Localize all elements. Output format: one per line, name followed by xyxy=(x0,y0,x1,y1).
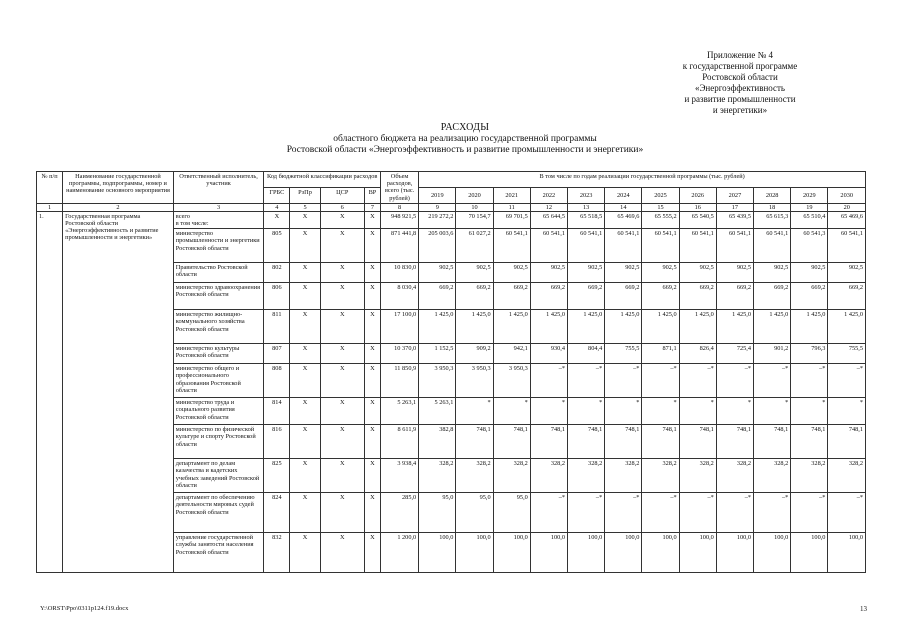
year-value-cell: 1 425,0 xyxy=(530,310,567,344)
year-value-cell: –* xyxy=(568,364,605,398)
csr-cell: X xyxy=(320,211,364,228)
year-value-cell: 902,5 xyxy=(419,263,456,283)
csr-cell: X xyxy=(320,364,364,398)
year-value-cell: 100,0 xyxy=(605,533,642,573)
year-value-cell: 748,1 xyxy=(791,425,828,459)
vr-cell: X xyxy=(364,459,380,493)
year-value-cell: 100,0 xyxy=(716,533,753,573)
year-value-cell: * xyxy=(754,398,791,425)
year-value-cell: 909,2 xyxy=(456,344,493,364)
grbs-cell: 811 xyxy=(264,310,290,344)
heading-line-1: областного бюджета на реализацию государственной программы xyxy=(333,133,597,144)
year-value-cell: –* xyxy=(530,493,567,533)
year-value-cell: –* xyxy=(679,364,716,398)
header-rzpr: РзПр xyxy=(290,187,320,203)
vr-cell: X xyxy=(364,533,380,573)
header-year: 2026 xyxy=(679,187,716,203)
year-value-cell: 1 425,0 xyxy=(568,310,605,344)
vr-cell: X xyxy=(364,493,380,533)
header-num: № п/п xyxy=(37,172,63,204)
year-value-cell: –* xyxy=(828,493,866,533)
column-number: 17 xyxy=(716,203,753,211)
year-value-cell: 3 950,3 xyxy=(493,364,530,398)
header-volume: Объем расходов, всего (тыс. рублей) xyxy=(380,172,418,204)
document-heading xyxy=(200,122,730,157)
appendix-line: Ростовской области xyxy=(702,72,778,82)
grbs-cell: 824 xyxy=(264,493,290,533)
total-cell: 948 921,5 xyxy=(380,211,418,228)
year-value-cell: 328,2 xyxy=(456,459,493,493)
year-value-cell: 60 541,1 xyxy=(754,229,791,263)
column-number: 4 xyxy=(264,203,290,211)
rzpr-cell: X xyxy=(290,364,320,398)
year-value-cell: 901,2 xyxy=(754,344,791,364)
grbs-cell: 832 xyxy=(264,533,290,573)
year-value-cell: 100,0 xyxy=(754,533,791,573)
year-value-cell: 748,1 xyxy=(568,425,605,459)
year-value-cell: 902,5 xyxy=(568,263,605,283)
year-value-cell: 205 003,6 xyxy=(419,229,456,263)
year-value-cell: 65 469,6 xyxy=(605,211,642,228)
year-value-cell: 669,2 xyxy=(642,283,679,310)
year-value-cell: –* xyxy=(716,364,753,398)
year-value-cell: 669,2 xyxy=(605,283,642,310)
year-value-cell: 60 541,1 xyxy=(530,229,567,263)
total-cell: 3 938,4 xyxy=(380,459,418,493)
grbs-cell: 807 xyxy=(264,344,290,364)
vr-cell: X xyxy=(364,263,380,283)
year-value-cell: 328,2 xyxy=(679,459,716,493)
year-value-cell: 669,2 xyxy=(419,283,456,310)
column-number: 1 xyxy=(37,203,63,211)
grbs-cell: 825 xyxy=(264,459,290,493)
year-value-cell: –* xyxy=(754,493,791,533)
year-value-cell: 65 439,5 xyxy=(716,211,753,228)
year-value-cell: 60 541,1 xyxy=(679,229,716,263)
year-value-cell: 3 950,3 xyxy=(419,364,456,398)
year-value-cell: 748,1 xyxy=(605,425,642,459)
total-cell: 285,0 xyxy=(380,493,418,533)
year-value-cell: 60 541,1 xyxy=(605,229,642,263)
year-value-cell: 902,5 xyxy=(679,263,716,283)
year-value-cell: 328,2 xyxy=(791,459,828,493)
year-value-cell: 100,0 xyxy=(530,533,567,573)
executor-cell: министерство здравоохранения Ростовской области xyxy=(173,283,264,310)
appendix-line: и развитие промышленности xyxy=(684,94,796,104)
header-year: 2023 xyxy=(568,187,605,203)
year-value-cell: 755,5 xyxy=(828,344,866,364)
appendix-line: Приложение № 4 xyxy=(707,50,773,60)
vr-cell: X xyxy=(364,425,380,459)
footer-file-path: Y:\ORST\Ppo\0311p124.f19.docx xyxy=(40,605,129,612)
header-executor: Ответственный исполнитель, участник xyxy=(173,172,264,204)
column-number: 6 xyxy=(320,203,364,211)
heading-line-2: Ростовской области «Энергоэффективность и развитие промышленности и энергетики» xyxy=(286,145,644,155)
year-value-cell: 100,0 xyxy=(642,533,679,573)
year-value-cell: –* xyxy=(568,493,605,533)
grbs-cell: 814 xyxy=(264,398,290,425)
total-cell: 871 441,8 xyxy=(380,229,418,263)
total-cell: 17 100,0 xyxy=(380,310,418,344)
year-value-cell: 100,0 xyxy=(679,533,716,573)
year-value-cell: 669,2 xyxy=(568,283,605,310)
year-value-cell: –* xyxy=(679,493,716,533)
year-value-cell: –* xyxy=(605,364,642,398)
column-number-row xyxy=(37,203,866,211)
year-value-cell: 942,1 xyxy=(493,344,530,364)
year-value-cell: * xyxy=(716,398,753,425)
csr-cell: X xyxy=(320,229,364,263)
header-budget-code: Код бюджетной классификации расходов xyxy=(264,172,381,188)
vr-cell: X xyxy=(364,364,380,398)
year-value-cell: 60 541,1 xyxy=(716,229,753,263)
year-value-cell: –* xyxy=(791,364,828,398)
executor-cell: министерство жилищно-коммунального хозяйства Ростовской области xyxy=(173,310,264,344)
column-number: 15 xyxy=(642,203,679,211)
executor-cell: министерство труда и социального развития Ростовской области xyxy=(173,398,264,425)
column-number: 2 xyxy=(63,203,174,211)
vr-cell: X xyxy=(364,283,380,310)
year-value-cell: 669,2 xyxy=(754,283,791,310)
program-number: 1. xyxy=(37,211,63,572)
year-value-cell: 60 541,1 xyxy=(493,229,530,263)
year-value-cell: 60 541,1 xyxy=(642,229,679,263)
header-vr: ВР xyxy=(364,187,380,203)
year-value-cell: 1 425,0 xyxy=(493,310,530,344)
column-number: 12 xyxy=(530,203,567,211)
year-value-cell: 871,1 xyxy=(642,344,679,364)
executor-cell: управление государственной службы занятости населения Ростовской области xyxy=(173,533,264,573)
header-year: 2027 xyxy=(716,187,753,203)
year-value-cell: 328,2 xyxy=(419,459,456,493)
grbs-cell: 802 xyxy=(264,263,290,283)
total-cell: 10 830,0 xyxy=(380,263,418,283)
year-value-cell: 3 950,3 xyxy=(456,364,493,398)
year-value-cell: 748,1 xyxy=(754,425,791,459)
year-value-cell: 100,0 xyxy=(456,533,493,573)
rzpr-cell: X xyxy=(290,533,320,573)
executor-cell: всего в том числе: xyxy=(173,211,264,228)
year-value-cell: 725,4 xyxy=(716,344,753,364)
column-number: 14 xyxy=(605,203,642,211)
appendix-line: «Энергоэффективность xyxy=(694,83,786,93)
grbs-cell: 808 xyxy=(264,364,290,398)
rzpr-cell: X xyxy=(290,283,320,310)
year-value-cell: 65 518,5 xyxy=(568,211,605,228)
year-value-cell: 61 027,2 xyxy=(456,229,493,263)
header-grbs: ГРБС xyxy=(264,187,290,203)
total-cell: 8 030,4 xyxy=(380,283,418,310)
page-number: 13 xyxy=(860,605,867,613)
year-value-cell: 902,5 xyxy=(754,263,791,283)
year-value-cell: 65 615,3 xyxy=(754,211,791,228)
year-value-cell: 65 510,4 xyxy=(791,211,828,228)
header-year: 2024 xyxy=(605,187,642,203)
total-cell: 8 611,9 xyxy=(380,425,418,459)
executor-cell: департамент по делам казачества и кадетских учебных заведений Ростовской области xyxy=(173,459,264,493)
year-value-cell: 1 425,0 xyxy=(456,310,493,344)
year-value-cell: 804,4 xyxy=(568,344,605,364)
year-value-cell: 826,4 xyxy=(679,344,716,364)
year-value-cell: 95,0 xyxy=(456,493,493,533)
year-value-cell: 902,5 xyxy=(456,263,493,283)
rzpr-cell: X xyxy=(290,310,320,344)
rzpr-cell: X xyxy=(290,344,320,364)
header-year: 2021 xyxy=(493,187,530,203)
year-value-cell: 748,1 xyxy=(493,425,530,459)
year-value-cell: 65 644,5 xyxy=(530,211,567,228)
year-value-cell: 748,1 xyxy=(530,425,567,459)
year-value-cell: 902,5 xyxy=(530,263,567,283)
column-number: 9 xyxy=(419,203,456,211)
grbs-cell: 816 xyxy=(264,425,290,459)
year-value-cell: –* xyxy=(716,493,753,533)
year-value-cell: 65 555,2 xyxy=(642,211,679,228)
total-cell: 10 370,0 xyxy=(380,344,418,364)
year-value-cell: 1 425,0 xyxy=(605,310,642,344)
year-value-cell: 1 152,5 xyxy=(419,344,456,364)
year-value-cell: 669,2 xyxy=(791,283,828,310)
header-year: 2030 xyxy=(828,187,866,203)
year-value-cell: 328,2 xyxy=(568,459,605,493)
year-value-cell: 60 541,1 xyxy=(568,229,605,263)
year-value-cell: 65 540,5 xyxy=(679,211,716,228)
year-value-cell: 1 425,0 xyxy=(791,310,828,344)
column-number: 8 xyxy=(380,203,418,211)
year-value-cell: 100,0 xyxy=(828,533,866,573)
rzpr-cell: X xyxy=(290,211,320,228)
column-number: 20 xyxy=(828,203,866,211)
executor-cell: министерство промышленности и энергетики Ростовской области xyxy=(173,229,264,263)
column-number: 16 xyxy=(679,203,716,211)
vr-cell: X xyxy=(364,229,380,263)
year-value-cell: 748,1 xyxy=(679,425,716,459)
year-value-cell: 902,5 xyxy=(828,263,866,283)
year-value-cell: 669,2 xyxy=(828,283,866,310)
column-number: 3 xyxy=(173,203,264,211)
grbs-cell: 806 xyxy=(264,283,290,310)
vr-cell: X xyxy=(364,344,380,364)
year-value-cell: 328,2 xyxy=(642,459,679,493)
year-value-cell: –* xyxy=(605,493,642,533)
column-number: 5 xyxy=(290,203,320,211)
year-value-cell: 902,5 xyxy=(605,263,642,283)
year-value-cell: 669,2 xyxy=(493,283,530,310)
table-row xyxy=(37,211,866,228)
year-value-cell: 669,2 xyxy=(456,283,493,310)
csr-cell: X xyxy=(320,493,364,533)
executor-cell: Правительство Ростовской области xyxy=(173,263,264,283)
column-number: 19 xyxy=(791,203,828,211)
total-cell: 1 200,0 xyxy=(380,533,418,573)
column-number: 10 xyxy=(456,203,493,211)
year-value-cell: –* xyxy=(791,493,828,533)
total-cell: 5 263,1 xyxy=(380,398,418,425)
year-value-cell: 382,8 xyxy=(419,425,456,459)
header-csr: ЦСР xyxy=(320,187,364,203)
year-value-cell: 328,2 xyxy=(828,459,866,493)
vr-cell: X xyxy=(364,398,380,425)
year-value-cell: –* xyxy=(530,364,567,398)
header-by-years: В том числе по годам реализации государственной программы (тыс. рублей) xyxy=(419,172,866,188)
year-value-cell: 95,0 xyxy=(493,493,530,533)
header-year: 2028 xyxy=(754,187,791,203)
year-value-cell: 100,0 xyxy=(568,533,605,573)
header-name: Наименование государственной программы, подпрограммы, номер и наименование основного мероприятия xyxy=(63,172,174,204)
header-year: 2029 xyxy=(791,187,828,203)
year-value-cell: –* xyxy=(642,493,679,533)
year-value-cell: 902,5 xyxy=(791,263,828,283)
year-value-cell: * xyxy=(456,398,493,425)
header-year: 2025 xyxy=(642,187,679,203)
column-number: 7 xyxy=(364,203,380,211)
year-value-cell: 902,5 xyxy=(642,263,679,283)
year-value-cell: 930,4 xyxy=(530,344,567,364)
year-value-cell: 69 701,5 xyxy=(493,211,530,228)
year-value-cell: 902,5 xyxy=(493,263,530,283)
year-value-cell: 328,2 xyxy=(493,459,530,493)
year-value-cell: –* xyxy=(642,364,679,398)
appendix-note xyxy=(640,50,840,116)
year-value-cell: * xyxy=(530,398,567,425)
year-value-cell: * xyxy=(828,398,866,425)
year-value-cell: 65 469,6 xyxy=(828,211,866,228)
year-value-cell: * xyxy=(791,398,828,425)
csr-cell: X xyxy=(320,533,364,573)
csr-cell: X xyxy=(320,283,364,310)
year-value-cell: 328,2 xyxy=(530,459,567,493)
year-value-cell: 1 425,0 xyxy=(754,310,791,344)
year-value-cell: 60 541,1 xyxy=(828,229,866,263)
rzpr-cell: X xyxy=(290,229,320,263)
year-value-cell: 748,1 xyxy=(456,425,493,459)
rzpr-cell: X xyxy=(290,425,320,459)
executor-cell: министерство по физической культуре и спорту Ростовской области xyxy=(173,425,264,459)
year-value-cell: 328,2 xyxy=(754,459,791,493)
executor-cell: министерство культуры Ростовской области xyxy=(173,344,264,364)
header-year: 2019 xyxy=(419,187,456,203)
year-value-cell: * xyxy=(642,398,679,425)
rzpr-cell: X xyxy=(290,459,320,493)
year-value-cell: 95,0 xyxy=(419,493,456,533)
column-number: 18 xyxy=(754,203,791,211)
year-value-cell: –* xyxy=(754,364,791,398)
appendix-line: к государственной программе xyxy=(682,61,798,71)
csr-cell: X xyxy=(320,459,364,493)
year-value-cell: 1 425,0 xyxy=(642,310,679,344)
csr-cell: X xyxy=(320,425,364,459)
year-value-cell: 796,3 xyxy=(791,344,828,364)
heading-title: РАСХОДЫ xyxy=(440,122,490,133)
year-value-cell: 70 154,7 xyxy=(456,211,493,228)
executor-cell: департамент по обеспечению деятельности мировых судей Ростовской области xyxy=(173,493,264,533)
grbs-cell: 805 xyxy=(264,229,290,263)
column-number: 13 xyxy=(568,203,605,211)
year-value-cell: –* xyxy=(828,364,866,398)
year-value-cell: * xyxy=(493,398,530,425)
column-number: 11 xyxy=(493,203,530,211)
year-value-cell: 1 425,0 xyxy=(716,310,753,344)
csr-cell: X xyxy=(320,344,364,364)
year-value-cell: 100,0 xyxy=(419,533,456,573)
rzpr-cell: X xyxy=(290,398,320,425)
year-value-cell: 748,1 xyxy=(716,425,753,459)
vr-cell: X xyxy=(364,310,380,344)
year-value-cell: 1 425,0 xyxy=(828,310,866,344)
year-value-cell: 669,2 xyxy=(530,283,567,310)
vr-cell: X xyxy=(364,211,380,228)
year-value-cell: 328,2 xyxy=(716,459,753,493)
year-value-cell: 669,2 xyxy=(679,283,716,310)
year-value-cell: * xyxy=(605,398,642,425)
year-value-cell: 748,1 xyxy=(642,425,679,459)
expenses-table xyxy=(36,171,866,573)
year-value-cell: 219 272,2 xyxy=(419,211,456,228)
csr-cell: X xyxy=(320,263,364,283)
rzpr-cell: X xyxy=(290,493,320,533)
executor-cell: министерство общего и профессионального образования Ростовской области xyxy=(173,364,264,398)
year-value-cell: 5 263,1 xyxy=(419,398,456,425)
year-value-cell: 1 425,0 xyxy=(419,310,456,344)
total-cell: 11 850,9 xyxy=(380,364,418,398)
year-value-cell: 1 425,0 xyxy=(679,310,716,344)
grbs-cell: X xyxy=(264,211,290,228)
header-year: 2022 xyxy=(530,187,567,203)
year-value-cell: 748,1 xyxy=(828,425,866,459)
year-value-cell: * xyxy=(568,398,605,425)
year-value-cell: * xyxy=(679,398,716,425)
rzpr-cell: X xyxy=(290,263,320,283)
year-value-cell: 669,2 xyxy=(716,283,753,310)
header-year: 2020 xyxy=(456,187,493,203)
program-name: Государственная программа Ростовской области «Энергоэффективность и развитие промышленности и энергетики» xyxy=(63,211,174,572)
appendix-line: и энергетики» xyxy=(712,105,768,115)
csr-cell: X xyxy=(320,398,364,425)
csr-cell: X xyxy=(320,310,364,344)
year-value-cell: 902,5 xyxy=(716,263,753,283)
year-value-cell: 100,0 xyxy=(791,533,828,573)
year-value-cell: 60 541,3 xyxy=(791,229,828,263)
year-value-cell: 755,5 xyxy=(605,344,642,364)
year-value-cell: 328,2 xyxy=(605,459,642,493)
year-value-cell: 100,0 xyxy=(493,533,530,573)
